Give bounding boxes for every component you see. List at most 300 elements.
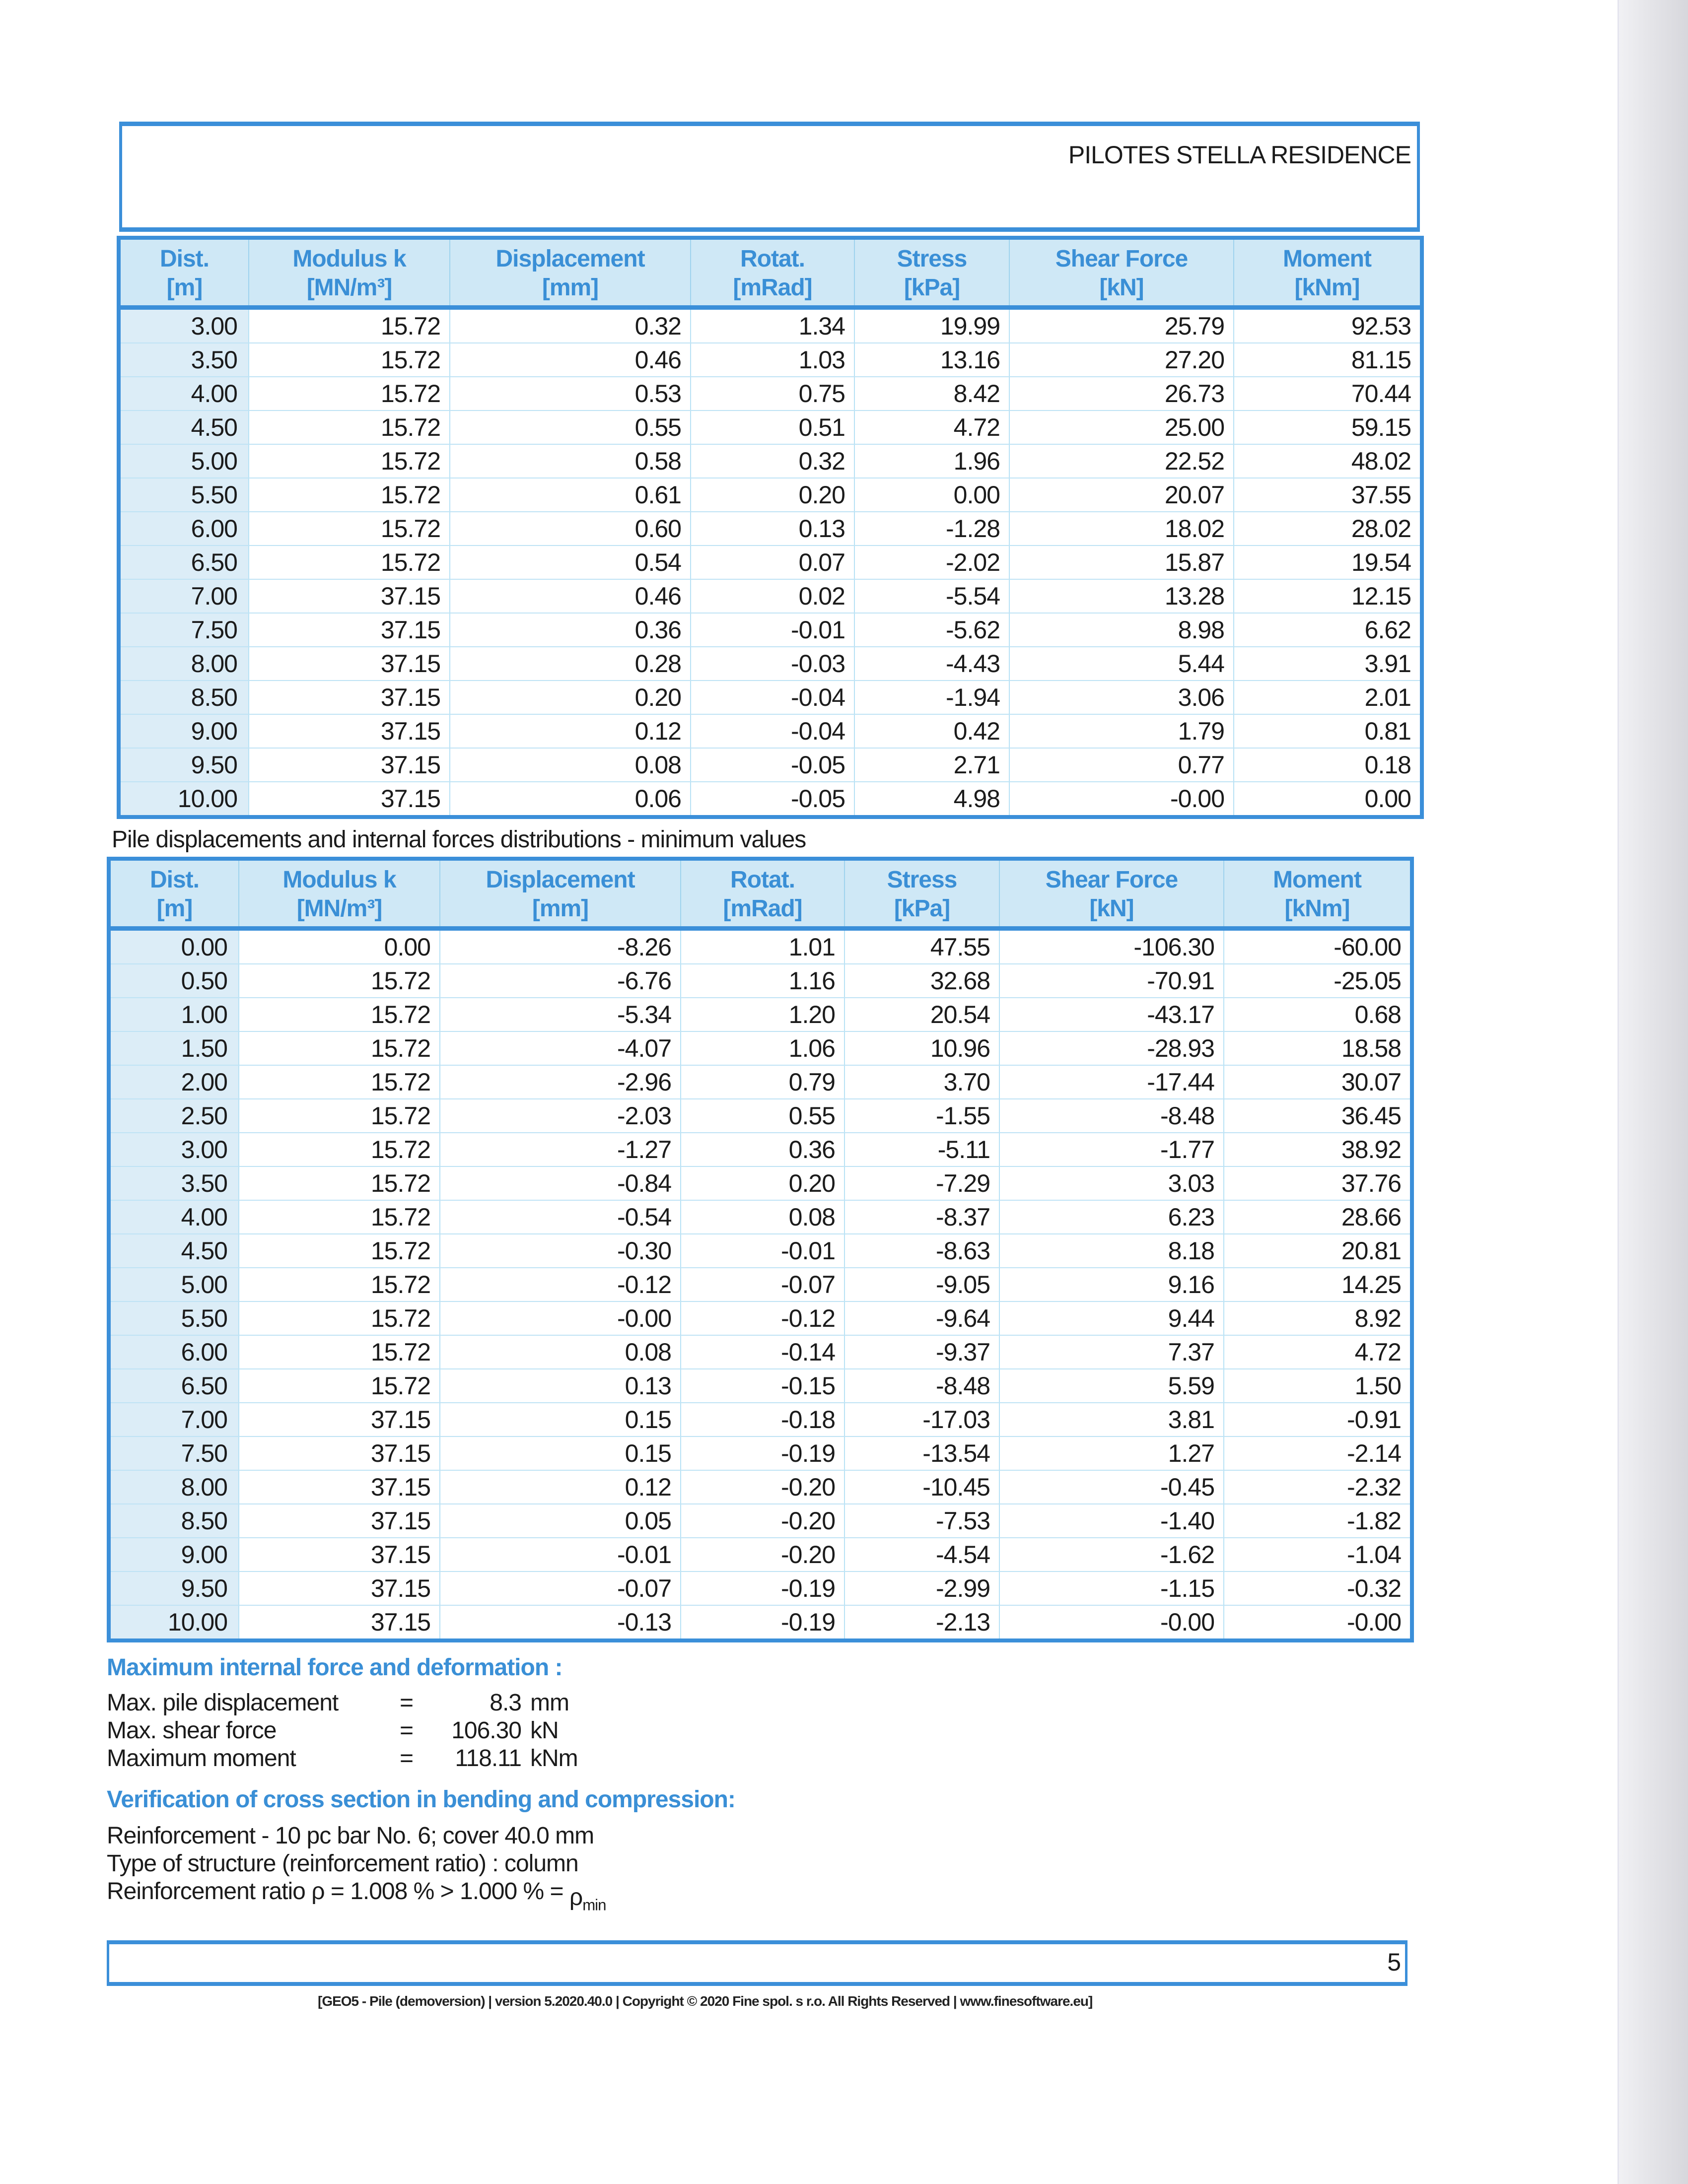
table-cell: 25.00 [1009, 410, 1234, 444]
table-cell: 15.72 [249, 343, 450, 377]
table-cell: -0.01 [691, 613, 854, 647]
table-cell: 59.15 [1234, 410, 1422, 444]
table-cell: 1.34 [691, 308, 854, 343]
table-cell: -7.29 [844, 1166, 999, 1200]
table-cell: -25.05 [1224, 964, 1412, 998]
table-row [119, 410, 1422, 444]
table-row [119, 647, 1422, 681]
table-cell: -0.12 [440, 1268, 681, 1301]
table-cell: 9.50 [109, 1571, 239, 1605]
verification-section [107, 1785, 1420, 1914]
table-cell: 15.72 [239, 1031, 440, 1065]
table-cell: -4.54 [844, 1538, 999, 1571]
table-cell: 0.12 [450, 714, 691, 748]
table-cell: 9.00 [119, 714, 249, 748]
table-cell: 15.72 [239, 1166, 440, 1200]
table-cell: -2.14 [1224, 1436, 1412, 1470]
table-cell: 0.46 [450, 343, 691, 377]
table-cell: 15.72 [249, 410, 450, 444]
table-cell: -0.05 [691, 748, 854, 782]
table-cell: 1.06 [681, 1031, 844, 1065]
column-header-unit: [m] [166, 274, 203, 301]
table-cell: 0.20 [691, 478, 854, 512]
column-header-name: Stress [897, 246, 967, 272]
table-cell: 4.72 [854, 410, 1009, 444]
table-cell: 37.15 [249, 748, 450, 782]
table-cell: 0.13 [440, 1369, 681, 1403]
table-row [109, 1605, 1412, 1640]
table-cell: 2.01 [1234, 681, 1422, 714]
max-shear-eq: = [400, 1717, 414, 1744]
table-row [119, 377, 1422, 410]
table-row [119, 613, 1422, 647]
table-cell: 13.28 [1009, 579, 1234, 613]
table-cell: 8.00 [109, 1470, 239, 1504]
max-shear-line [107, 1717, 1420, 1745]
table-cell: -0.13 [440, 1605, 681, 1640]
table-cell: 0.32 [450, 308, 691, 343]
table-cell: 37.15 [249, 579, 450, 613]
table-cell: 3.70 [844, 1065, 999, 1099]
table-cell: 0.20 [450, 681, 691, 714]
table-cell: 15.72 [239, 1335, 440, 1369]
table-cell: -0.91 [1224, 1403, 1412, 1436]
table-cell: 5.44 [1009, 647, 1234, 681]
max-moment-eq: = [400, 1745, 414, 1772]
max-displacement-label: Max. pile displacement [107, 1690, 339, 1716]
table-cell: 0.07 [691, 546, 854, 579]
table-row [109, 1369, 1412, 1403]
table-cell: 9.50 [119, 748, 249, 782]
table-row [109, 1301, 1412, 1335]
max-shear-unit: kN [530, 1717, 559, 1744]
table-cell: -1.28 [854, 512, 1009, 546]
table-cell: 36.45 [1224, 1099, 1412, 1133]
table-caption-minimum: Pile displacements and internal forces distributions - minimum values [112, 826, 806, 853]
table-cell: 3.50 [119, 343, 249, 377]
table-cell: 81.15 [1234, 343, 1422, 377]
table-cell: -8.26 [440, 929, 681, 964]
table-cell: 0.36 [681, 1133, 844, 1166]
table-cell: -17.03 [844, 1403, 999, 1436]
column-header-unit: [mm] [532, 895, 589, 922]
table-row [109, 1335, 1412, 1369]
table-cell: -1.94 [854, 681, 1009, 714]
table-cell: 5.00 [109, 1268, 239, 1301]
table-row [119, 343, 1422, 377]
table-cell: 0.02 [691, 579, 854, 613]
table-cell: 4.98 [854, 782, 1009, 817]
table-cell: 37.15 [249, 613, 450, 647]
table-cell: 0.54 [450, 546, 691, 579]
rho-subscript: min [582, 1896, 606, 1914]
table-cell: -0.07 [440, 1571, 681, 1605]
column-header-name: Displacement [486, 867, 635, 893]
table-row [109, 1470, 1412, 1504]
column-header-name: Shear Force [1055, 246, 1188, 272]
table-cell: 32.68 [844, 964, 999, 998]
table-cell: -1.55 [844, 1099, 999, 1133]
table-cell: 19.99 [854, 308, 1009, 343]
column-header-unit: [MN/m³] [296, 895, 382, 922]
verification-heading: Verification of cross section in bending and compression: [107, 1786, 735, 1813]
copyright-notice: [GEO5 - Pile (demoversion) | version 5.2020.40.0 | Copyright © 2020 Fine spol. s r.o. All Rights Reserved | www.finesoftware.eu] [318, 1993, 1093, 2009]
table-cell: 15.72 [249, 308, 450, 343]
table-cell: 15.72 [239, 1065, 440, 1099]
structure-type-line: Type of structure (reinforcement ratio) : column [107, 1850, 578, 1877]
column-header [440, 859, 681, 929]
table-cell: 8.42 [854, 377, 1009, 410]
max-moment-line [107, 1745, 1420, 1773]
table-cell: -0.18 [681, 1403, 844, 1436]
max-displacement-value: 8.3 [490, 1690, 521, 1716]
table-cell: -2.32 [1224, 1470, 1412, 1504]
table-cell: 37.15 [239, 1538, 440, 1571]
table-cell: 4.00 [109, 1200, 239, 1234]
table-cell: -0.19 [681, 1571, 844, 1605]
table-cell: 15.72 [249, 444, 450, 478]
column-header [691, 238, 854, 308]
table-cell: -28.93 [999, 1031, 1224, 1065]
table-cell: 10.96 [844, 1031, 999, 1065]
table-cell: 6.50 [119, 546, 249, 579]
table-cell: 0.06 [450, 782, 691, 817]
table-cell: 7.50 [109, 1436, 239, 1470]
table-cell: 8.00 [119, 647, 249, 681]
table-cell: -9.64 [844, 1301, 999, 1335]
table-cell: 0.50 [109, 964, 239, 998]
table-cell: 3.00 [119, 308, 249, 343]
table-cell: 1.79 [1009, 714, 1234, 748]
table-row [119, 478, 1422, 512]
table-cell: 37.15 [239, 1470, 440, 1504]
table-body [119, 308, 1422, 818]
column-header [1234, 238, 1422, 308]
table-cell: 22.52 [1009, 444, 1234, 478]
table-cell: 3.50 [109, 1166, 239, 1200]
table-cell: 7.00 [119, 579, 249, 613]
table-cell: 15.72 [249, 512, 450, 546]
table-row [119, 308, 1422, 343]
table-cell: 8.50 [119, 681, 249, 714]
table-cell: 18.02 [1009, 512, 1234, 546]
table-cell: 1.50 [1224, 1369, 1412, 1403]
table-cell: 4.72 [1224, 1335, 1412, 1369]
table-cell: 38.92 [1224, 1133, 1412, 1166]
table-cell: 0.13 [691, 512, 854, 546]
table-cell: -1.15 [999, 1571, 1224, 1605]
table-cell: -5.11 [844, 1133, 999, 1166]
column-header-unit: [kNm] [1284, 895, 1350, 922]
table-cell: 0.15 [440, 1403, 681, 1436]
table-cell: 8.50 [109, 1504, 239, 1538]
table-cell: 9.00 [109, 1538, 239, 1571]
table-cell: 6.62 [1234, 613, 1422, 647]
column-header [681, 859, 844, 929]
table-cell: 4.50 [109, 1234, 239, 1268]
table-row [119, 782, 1422, 817]
table-cell: -8.37 [844, 1200, 999, 1234]
table-row [109, 1234, 1412, 1268]
column-header [1224, 859, 1412, 929]
column-header-unit: [kN] [1099, 274, 1144, 301]
table-cell: -2.02 [854, 546, 1009, 579]
table-cell: 0.81 [1234, 714, 1422, 748]
table-cell: 1.01 [681, 929, 844, 964]
table-cell: 7.50 [119, 613, 249, 647]
table-cell: 0.60 [450, 512, 691, 546]
table-cell: 0.36 [450, 613, 691, 647]
table-cell: 0.08 [681, 1200, 844, 1234]
table-row [109, 1099, 1412, 1133]
table-cell: 37.15 [249, 782, 450, 817]
table-cell: 47.55 [844, 929, 999, 964]
table-cell: 30.07 [1224, 1065, 1412, 1099]
table-cell: -0.00 [440, 1301, 681, 1335]
table-cell: 9.16 [999, 1268, 1224, 1301]
table-cell: -1.82 [1224, 1504, 1412, 1538]
table-cell: -9.37 [844, 1335, 999, 1369]
column-header [844, 859, 999, 929]
column-header-name: Moment [1283, 246, 1371, 272]
table-cell: -1.77 [999, 1133, 1224, 1166]
table-cell: -0.05 [691, 782, 854, 817]
page-footer-box [107, 1940, 1407, 1986]
page-number: 5 [1387, 1948, 1401, 1976]
table-row [109, 1504, 1412, 1538]
table-cell: 1.27 [999, 1436, 1224, 1470]
table-cell: 5.50 [119, 478, 249, 512]
table-cell: -0.15 [681, 1369, 844, 1403]
table-cell: -0.01 [681, 1234, 844, 1268]
table-cell: -8.48 [844, 1369, 999, 1403]
column-header-name: Stress [887, 867, 957, 893]
max-moment-value: 118.11 [455, 1745, 521, 1772]
table-cell: -106.30 [999, 929, 1224, 964]
table-cell: 4.00 [119, 377, 249, 410]
table-cell: 6.50 [109, 1369, 239, 1403]
table-cell: -0.14 [681, 1335, 844, 1369]
table-cell: 0.12 [440, 1470, 681, 1504]
table-cell: 1.96 [854, 444, 1009, 478]
column-header-name: Shear Force [1045, 867, 1178, 893]
reinforcement-ratio-line [107, 1878, 1420, 1914]
table-cell: -0.12 [681, 1301, 844, 1335]
table-cell: 0.18 [1234, 748, 1422, 782]
table-cell: 15.72 [239, 964, 440, 998]
table-cell: -17.44 [999, 1065, 1224, 1099]
table-cell: 0.05 [440, 1504, 681, 1538]
table-header-row [109, 859, 1412, 929]
table-cell: -0.20 [681, 1504, 844, 1538]
table-cell: 15.87 [1009, 546, 1234, 579]
table-cell: -60.00 [1224, 929, 1412, 964]
table-cell: 92.53 [1234, 308, 1422, 343]
table-cell: 0.61 [450, 478, 691, 512]
table-row [119, 681, 1422, 714]
table-cell: 5.59 [999, 1369, 1224, 1403]
table-cell: -0.32 [1224, 1571, 1412, 1605]
table-cell: -5.62 [854, 613, 1009, 647]
column-header [854, 238, 1009, 308]
table-row [119, 512, 1422, 546]
table-cell: 37.76 [1224, 1166, 1412, 1200]
table-cell: 18.58 [1224, 1031, 1412, 1065]
table-cell: 20.54 [844, 998, 999, 1031]
table-cell: 0.51 [691, 410, 854, 444]
table-cell: 20.81 [1224, 1234, 1412, 1268]
table-cell: 3.91 [1234, 647, 1422, 681]
table-header-row [119, 238, 1422, 308]
results-table-maximum [117, 236, 1424, 819]
table-cell: 0.08 [440, 1335, 681, 1369]
table-cell: -0.00 [1224, 1605, 1412, 1640]
table-cell: 0.32 [691, 444, 854, 478]
rho-min-symbol [569, 1884, 606, 1914]
table-cell: 12.15 [1234, 579, 1422, 613]
table-cell: 8.98 [1009, 613, 1234, 647]
table-cell: 0.79 [681, 1065, 844, 1099]
table-cell: 0.46 [450, 579, 691, 613]
table-row [119, 546, 1422, 579]
table-cell: -0.84 [440, 1166, 681, 1200]
table-row [109, 1065, 1412, 1099]
table-cell: -2.96 [440, 1065, 681, 1099]
column-header-unit: [MN/m³] [306, 274, 392, 301]
adjacent-page-edge [1618, 0, 1688, 2184]
table-cell: 14.25 [1224, 1268, 1412, 1301]
table-row [109, 1538, 1412, 1571]
page-header-box [119, 122, 1420, 232]
table-cell: 28.66 [1224, 1200, 1412, 1234]
column-header-unit: [mRad] [723, 895, 802, 922]
table-cell: 1.16 [681, 964, 844, 998]
column-header [239, 859, 440, 929]
table-cell: -0.03 [691, 647, 854, 681]
page-edge-line [1618, 0, 1619, 2184]
table-row [119, 748, 1422, 782]
table-cell: 37.55 [1234, 478, 1422, 512]
table-cell: 15.72 [239, 1099, 440, 1133]
table-cell: 37.15 [249, 681, 450, 714]
table-cell: -1.04 [1224, 1538, 1412, 1571]
table-cell: 15.72 [249, 377, 450, 410]
table-cell: -0.45 [999, 1470, 1224, 1504]
column-header-unit: [kN] [1089, 895, 1134, 922]
table-cell: 0.00 [854, 478, 1009, 512]
column-header [450, 238, 691, 308]
table-row [109, 1403, 1412, 1436]
table-cell: -1.27 [440, 1133, 681, 1166]
column-header-name: Rotat. [740, 246, 805, 272]
column-header-unit: [m] [156, 895, 193, 922]
table-cell: 9.44 [999, 1301, 1224, 1335]
table-cell: 27.20 [1009, 343, 1234, 377]
table-cell: 0.00 [239, 929, 440, 964]
table-row [109, 998, 1412, 1031]
table-cell: -0.30 [440, 1234, 681, 1268]
table-cell: 20.07 [1009, 478, 1234, 512]
column-header-unit: [kNm] [1294, 274, 1360, 301]
table-cell: 10.00 [119, 782, 249, 817]
table-cell: 25.79 [1009, 308, 1234, 343]
table-cell: 0.15 [440, 1436, 681, 1470]
table-row [119, 444, 1422, 478]
table-cell: 37.15 [239, 1571, 440, 1605]
table-cell: 0.55 [681, 1099, 844, 1133]
column-header-name: Modulus k [282, 867, 396, 893]
table-cell: 1.50 [109, 1031, 239, 1065]
table-cell: -8.48 [999, 1099, 1224, 1133]
table-cell: -0.20 [681, 1538, 844, 1571]
table-cell: 8.92 [1224, 1301, 1412, 1335]
table-cell: 0.20 [681, 1166, 844, 1200]
column-header [109, 859, 239, 929]
table-cell: -2.03 [440, 1099, 681, 1133]
column-header-name: Modulus k [292, 246, 406, 272]
table-body [109, 929, 1412, 1641]
table-cell: 3.00 [109, 1133, 239, 1166]
table-row [109, 1166, 1412, 1200]
table-cell: 0.58 [450, 444, 691, 478]
table-cell: 3.03 [999, 1166, 1224, 1200]
column-header-unit: [kPa] [904, 274, 960, 301]
table-cell: -8.63 [844, 1234, 999, 1268]
max-moment-unit: kNm [530, 1745, 578, 1772]
table-cell: 37.15 [249, 647, 450, 681]
table-cell: 7.00 [109, 1403, 239, 1436]
table-cell: 15.72 [239, 1301, 440, 1335]
table-cell: -0.04 [691, 681, 854, 714]
max-displacement-eq: = [400, 1690, 414, 1716]
rho-symbol: ρ [569, 1884, 583, 1911]
table-row [109, 964, 1412, 998]
max-displacement-line [107, 1689, 1420, 1717]
table-row [109, 1436, 1412, 1470]
column-header-name: Displacement [495, 246, 645, 272]
table-cell: 2.00 [109, 1065, 239, 1099]
table-cell: 28.02 [1234, 512, 1422, 546]
table-cell: -43.17 [999, 998, 1224, 1031]
table-cell: 26.73 [1009, 377, 1234, 410]
table-cell: -0.01 [440, 1538, 681, 1571]
table-cell: -0.00 [999, 1605, 1224, 1640]
column-header-unit: [mRad] [733, 274, 812, 301]
table-cell: 1.03 [691, 343, 854, 377]
table-cell: 5.50 [109, 1301, 239, 1335]
column-header-name: Dist. [159, 246, 209, 272]
column-header-unit: [kPa] [894, 895, 950, 922]
table-cell: 2.50 [109, 1099, 239, 1133]
reinforcement-ratio-text: Reinforcement ratio ρ = 1.008 % > 1.000 % = [107, 1878, 569, 1905]
table-cell: -13.54 [844, 1436, 999, 1470]
table-row [109, 1031, 1412, 1065]
table-cell: -0.54 [440, 1200, 681, 1234]
table-cell: 37.15 [239, 1504, 440, 1538]
max-shear-label: Max. shear force [107, 1717, 277, 1744]
table-cell: 8.18 [999, 1234, 1224, 1268]
column-header [999, 859, 1224, 929]
column-header-name: Dist. [149, 867, 199, 893]
table-cell: -0.19 [681, 1436, 844, 1470]
table-cell: 15.72 [239, 1268, 440, 1301]
table-cell: -0.04 [691, 714, 854, 748]
table-cell: 0.28 [450, 647, 691, 681]
max-results-heading: Maximum internal force and deformation : [107, 1654, 563, 1681]
column-header [1009, 238, 1234, 308]
table-cell: -6.76 [440, 964, 681, 998]
table-cell: 15.72 [239, 1200, 440, 1234]
